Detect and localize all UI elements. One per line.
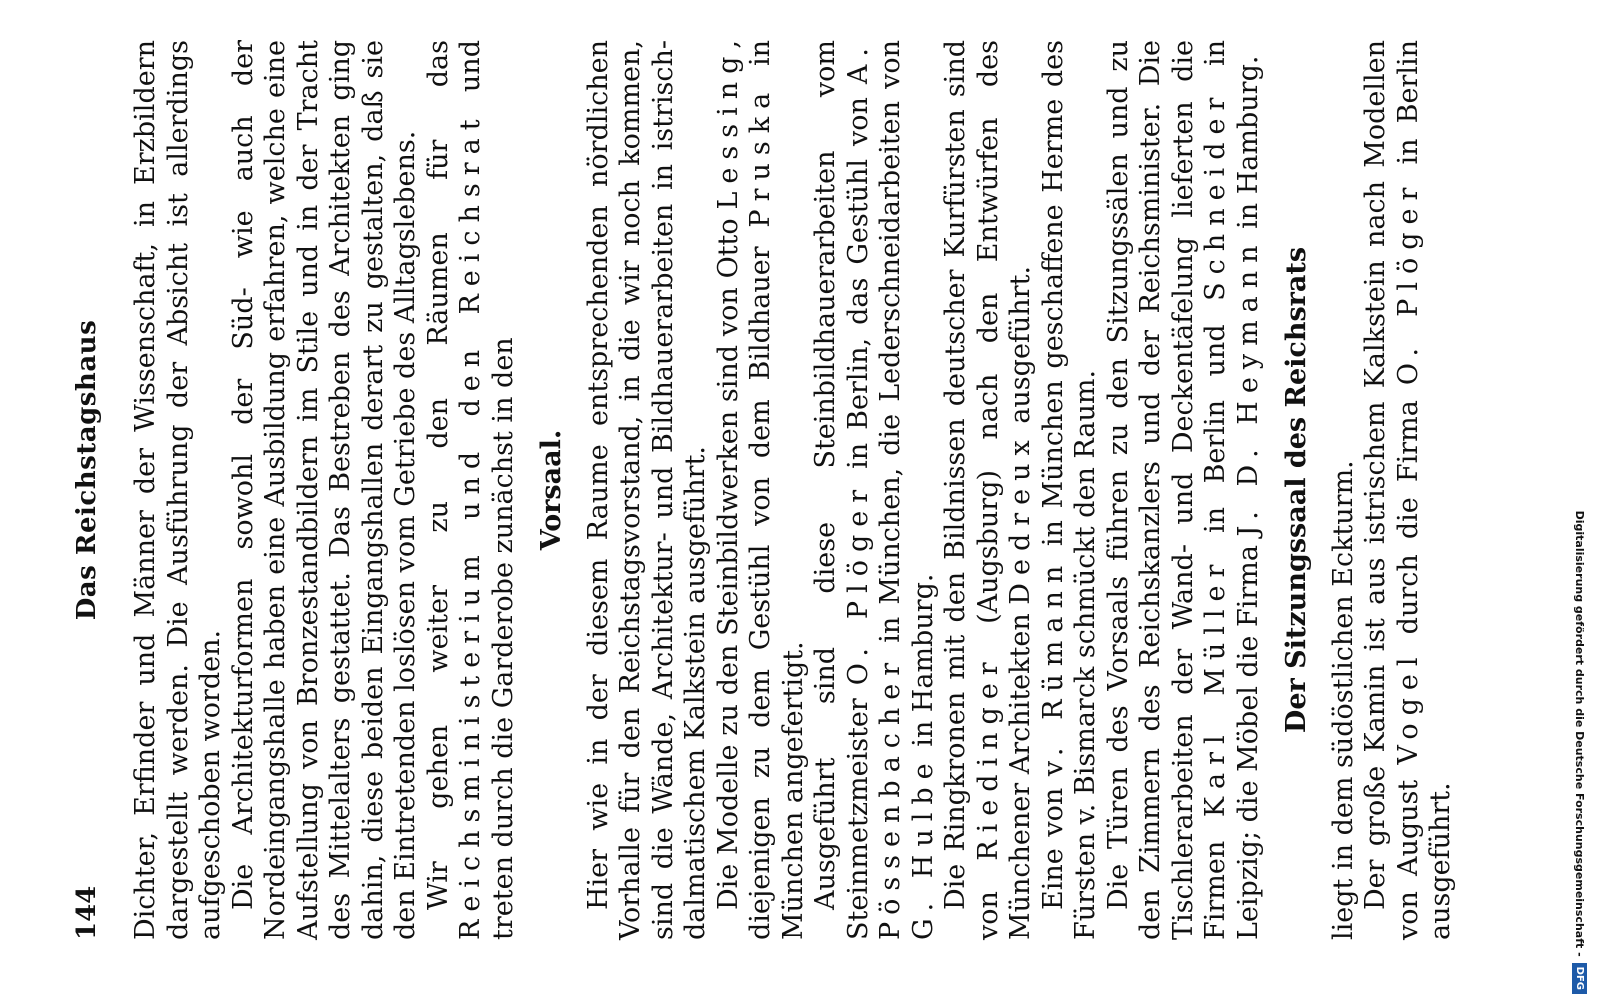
paragraph-text: in Berlin und [1200, 300, 1231, 557]
paragraph [1328, 40, 1361, 940]
dfg-logo: DFG [1573, 963, 1588, 994]
paragraph [1038, 40, 1103, 940]
dfg-credit [1569, 4, 1591, 994]
paragraph-text: ausgeführt. [1005, 265, 1036, 433]
spaced-emphasis: Reichsministerium und den Reichsrat [455, 111, 486, 940]
paragraph-text: in München geschaffene Herme des Fürsten v. Bismarck schmückt den Raum. [1037, 40, 1101, 940]
paragraph-text: Dichter, Erfinder und Männer der Wissenschaft, in Erzbildern dargestellt werden. Die Ausführung der Absicht ist allerdings aufgeschoben worden. [130, 40, 226, 940]
paragraph [423, 40, 521, 940]
paragraph [810, 40, 940, 940]
paragraph-text: Eine von [1037, 776, 1069, 910]
dfg-credit-text: Digitalisierung gefördert durch die Deutsche Forschungsgemeinschaft - [1573, 510, 1587, 957]
paragraph-text: in München angefertigt. [745, 40, 809, 940]
spaced-emphasis: A. Pössenbacher [842, 40, 906, 940]
running-head [72, 40, 110, 940]
paragraph-text: in München, die Lederschneidarbeiten von [875, 40, 906, 655]
page-number: 144 [72, 885, 102, 940]
paragraph [130, 40, 228, 940]
spaced-emphasis: Karl Müller [1200, 556, 1231, 818]
paragraph-text: (Augsburg) nach den Entwürfen des Münchener Architekten [972, 39, 1036, 940]
spaced-emphasis: O. Plöger [1392, 179, 1424, 386]
spaced-emphasis: O. Plöger [842, 481, 874, 686]
section-heading-vorsaal: Vorsaal. [536, 429, 567, 551]
paragraph-text: in Berlin, das Gestühl von [842, 84, 874, 482]
spaced-emphasis: Dedreux [1005, 432, 1036, 605]
dfg-credit-line [1569, 4, 1591, 994]
paragraph-text: Wir gehen weiter zu den Räumen für das [422, 40, 454, 910]
paragraph-text: , diejenigen zu dem Gestühl von dem Bildhauer [712, 40, 776, 940]
section-heading-sitzungssaal: Der Sitzungssaal des Reichsrats [1281, 246, 1312, 734]
spaced-emphasis: Lessing [712, 48, 744, 210]
paragraph [1103, 40, 1266, 940]
paragraph-text: liegt in dem südöstlichen Eckturm. [1327, 460, 1359, 940]
paragraph [940, 40, 1038, 940]
paragraph-text: in Berlin ausgeführt. [1392, 40, 1456, 940]
spaced-emphasis: Pruska [745, 84, 776, 228]
paragraph-text: in Leipzig; die Möbel die Firma [1200, 40, 1264, 940]
paragraph-text: Die Ringkronen mit den Bildnissen deutscher Kurfürsten sind von [940, 40, 1004, 940]
spaced-emphasis: Schneider [1200, 89, 1231, 301]
paragraph-text: durch die Firma [1392, 385, 1424, 650]
spaced-emphasis: Riedinger [972, 654, 1004, 861]
paragraph-text: Die Modelle zu den Steinbildwerken sind von Otto [712, 209, 744, 910]
paragraph [583, 40, 713, 940]
running-title: Das Reichstagshaus [72, 319, 102, 621]
paragraph-text: Ausgeführt sind diese Steinbildhauerarbeiten vom Steinmetzmeister [810, 40, 874, 940]
paragraph [713, 40, 811, 940]
paragraph [1360, 40, 1458, 940]
paragraph-text: in Hamburg. [1232, 55, 1264, 238]
spaced-emphasis: J. D. Heymann [1232, 237, 1264, 537]
rotated-page [30, 0, 1500, 1000]
spaced-emphasis: Vogel [1392, 649, 1424, 765]
paragraph-text: Der große Kamin ist aus istrischem Kalkstein nach Modellen von August [1360, 40, 1424, 940]
spaced-emphasis: G. Hulbe [907, 755, 939, 940]
paragraph-text: und treten durch die Garderobe zunächst in den [455, 40, 519, 940]
body-text [130, 40, 1458, 940]
paragraph-text: Die Architekturformen sowohl der Süd- wie auch der Nordeingangshalle haben eine Ausbildung erfahren, welche eine Aufstellung von Bronzestandbildern im Stile und in der Tracht des Mittelalters gestattet. Das Bestreben des Architekten ging dahin, diese beiden Eingangshallen derart zu gestalten, daß sie den Eintretenden loslösen vom Getriebe des Alltagslebens. [227, 40, 421, 940]
paragraph-text: Die Türen des Vorsaals führen zu den Sitzungssälen und zu den Zimmern des Reichskanzlers und der Reichsminister. Die Tischlerarbeiten der Wand- und Deckentäfelung lieferten die Firmen [1102, 40, 1231, 940]
paragraph-text: in Hamburg. [907, 573, 939, 756]
paragraph [228, 40, 423, 940]
spaced-emphasis: v. Rümann [1037, 557, 1069, 777]
paragraph-text: Hier wie in der diesem Raume entsprechenden nördlichen Vorhalle für den Reichstagsvorstand, in die wir noch kommen, sind die Wände, Architektur- und Bildhauerarbeiten in istrisch-dalmatischem Kalkstein ausgeführt. [582, 40, 711, 940]
